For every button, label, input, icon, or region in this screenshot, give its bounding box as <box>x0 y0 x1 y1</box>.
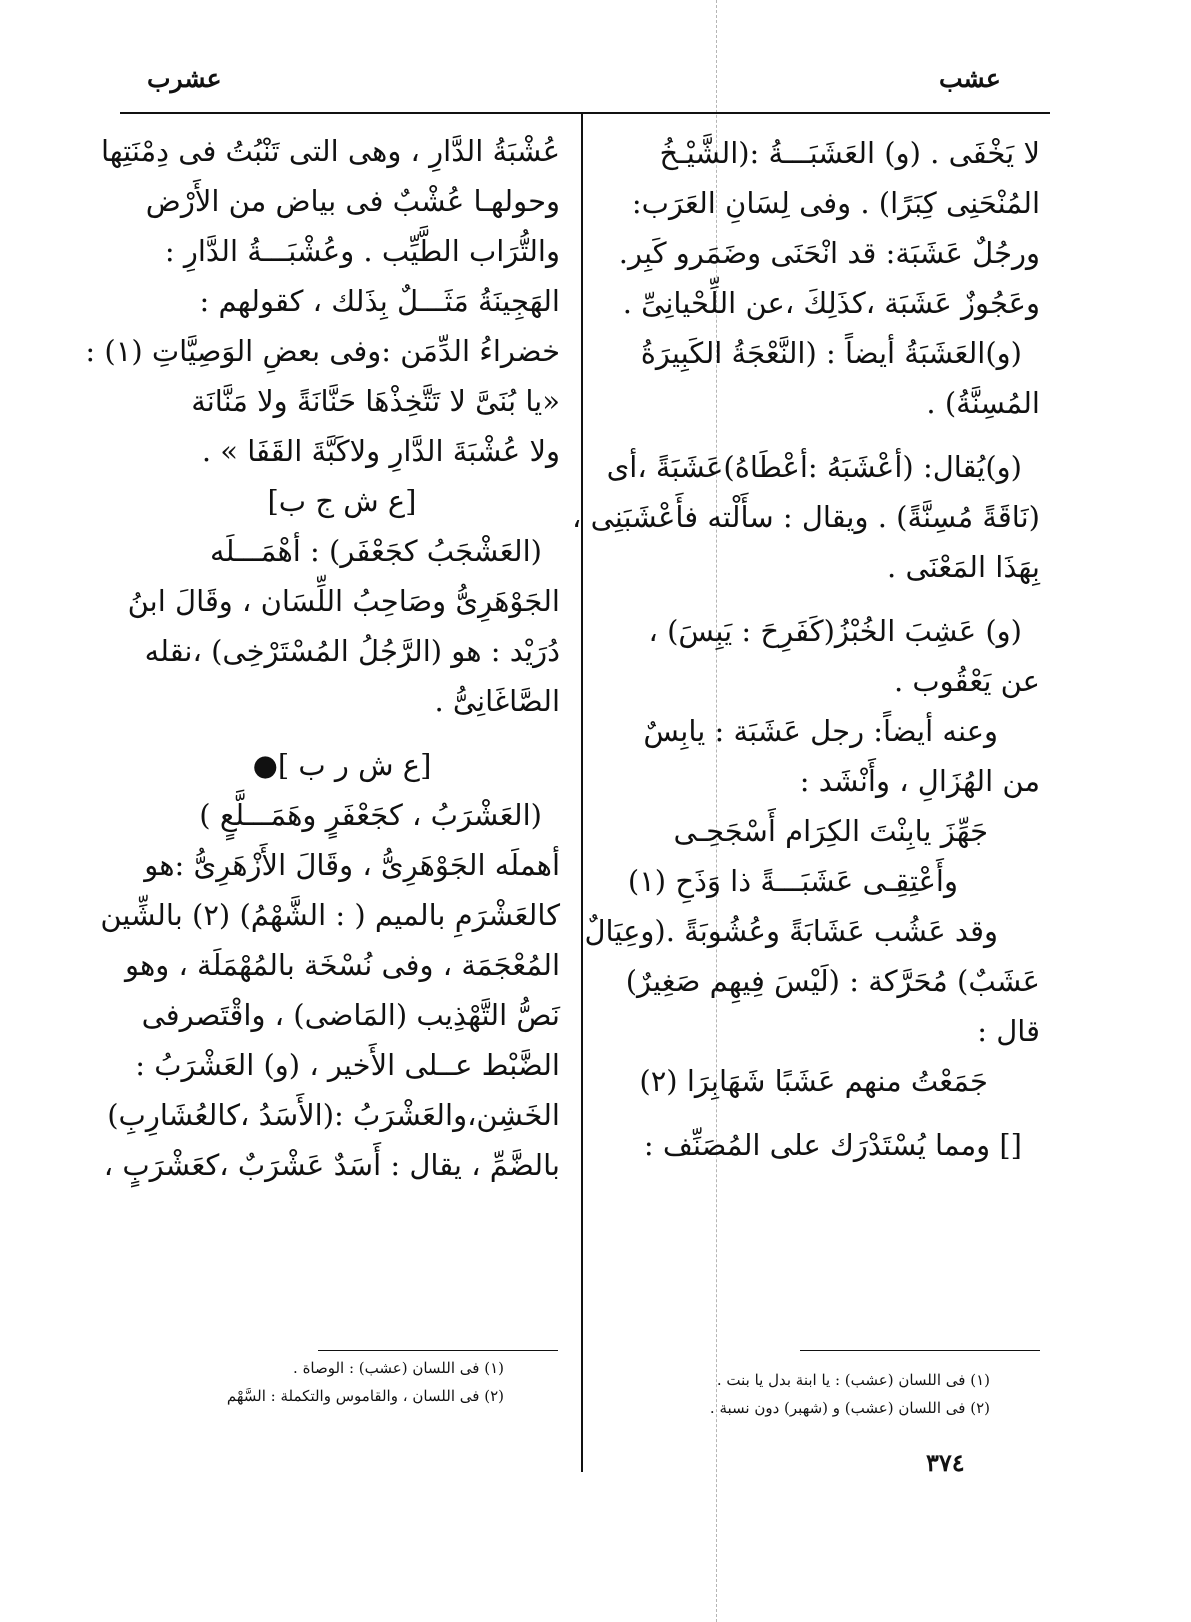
text-line: (و)يُقال: (أعْشَبَهُ :أعْطَاهُ)عَشَبَةً ،أى <box>606 450 1022 484</box>
text-line: أهملَه الجَوْهَرِىُّ ، وقَالَ الأَزْهَرِىُّ :هو <box>144 848 560 882</box>
text-line: [] ومما يُسْتَدْرَك على المُصَنِّف : <box>643 1128 1022 1162</box>
text-line: وحولهـا عُشْبٌ فى بياض من الأَرْض <box>145 184 560 218</box>
text-line: (العَشْجَبُ كجَعْفَر) : أهْمَـــلَه <box>210 534 542 568</box>
header-rule <box>120 112 1050 114</box>
footnotes-left <box>124 1354 504 1410</box>
text-line: بِهَذَا المَعْنَى . <box>887 550 1040 584</box>
text-line: وعنه أيضاً: رجل عَشَبَة : يابِسٌ <box>643 714 998 748</box>
text-line: نَصُّ التَّهْذِيب (المَاضى) ، واقْتَصرفى <box>141 998 560 1032</box>
text-line: بالضَّمِّ ، يقال : أَسَدٌ عَشْرَبٌ ،كعَشْرَبٍ ، <box>103 1148 560 1182</box>
footnote: (١) فى اللسان (عشب) : يا ابنة بدل يا بنت . <box>716 1371 990 1389</box>
left-column <box>85 126 560 1190</box>
text-line: ولا عُشْبَةَ الدَّارِ ولاكَبَّةَ القَفَا » . <box>201 434 560 468</box>
text-line: الضَّبْط عــلى الأَخير ، (و) العَشْرَبُ : <box>135 1048 560 1082</box>
header-right-word: عشب <box>939 64 1001 93</box>
text-line: عَشَبٌ) مُحَرَّكة : (لَيْسَ فِيهِم صَغِيرٌ) <box>625 964 1040 998</box>
footnote: (٢) فى اللسان ، والقاموس والتكملة : السَّهْم <box>226 1387 504 1405</box>
text-line: قال : <box>977 1014 1040 1048</box>
column-divider <box>581 114 583 1472</box>
text-line: ورجُلٌ عَشَبَة: قد انْحَنَى وضَمَرو كَبِر. <box>618 236 1040 270</box>
text-line: (نَاقَةً مُسِنَّةً) . ويقال : سأَلْته فأَعْشَبَنِى ، <box>572 500 1040 534</box>
verse-line: جَمَعْتُ منهم عَشَبًا شَهَابِرَا (٢) <box>639 1064 988 1098</box>
text-line: الهَجِينَةُ مَثَـــلٌ بِذَلك ، كقولهم : <box>199 284 560 318</box>
text-line: (و)العَشَبَةُ أيضاً : (النَّعْجَةُ الكَبِيرَةُ <box>640 336 1022 370</box>
footnote-rule-right <box>800 1350 1040 1351</box>
text-line: عن يَعْقُوب . <box>893 664 1040 698</box>
text-line: المُعْجَمَة ، وفى نُسْخَة بالمُهْمَلَة ، وهو <box>124 948 560 982</box>
footnote: (١) فى اللسان (عشب) : الوصاة . <box>293 1359 504 1377</box>
right-column <box>572 128 1040 1170</box>
text-line: (العَشْرَبُ ، كجَعْفَرٍ وهَمَـــلَّعٍ ) <box>199 798 542 832</box>
text-line: عُشْبَةُ الدَّارِ ، وهى التى تَنْبُتُ فى دِمْنَتِها <box>100 134 560 168</box>
footnote: (٢) فى اللسان (عشب) و (شهبر) دون نسبة . <box>709 1399 990 1417</box>
page-number: ٣٧٤ <box>926 1448 965 1477</box>
entry-heading: [ع ش ر ب ]● <box>252 748 432 782</box>
verse-line: جَهِّزَ يابِنْتَ الكِرَام أَسْجَحِـى <box>673 814 988 848</box>
entry-heading: [ع ش ج ب] <box>267 484 417 518</box>
footnotes-right <box>600 1366 990 1422</box>
text-line: وعَجُوزٌ عَشَبَة ،كذَلِكَ ،عن اللِّحْيانِىِّ . <box>622 286 1040 320</box>
text-line: الجَوْهَرِىُّ وصَاحِبُ اللِّسَان ، وقَالَ ابنُ <box>127 584 560 618</box>
text-line: (و) عَشِبَ الخُبْزُ(كَفَرِحَ : يَبِسَ) ، <box>648 614 1022 648</box>
text-line: لا يَخْفَى . (و) العَشَبَـــةُ :(الشَّيْـخُ <box>659 136 1040 170</box>
text-line: من الهُزَالِ ، وأَنْشَد : <box>799 764 1040 798</box>
text-line: كالعَشْرَمِ بالميم ( : الشَّهْمُ) (٢) بالشِّين <box>100 898 560 932</box>
text-line: وقد عَشُب عَشَابَةً وعُشُوبَةً .(وعِيَالٌ <box>584 914 998 948</box>
footnote-rule-left <box>318 1350 558 1351</box>
text-line: المُسِنَّةُ) . <box>926 386 1040 420</box>
text-line: خضراءُ الدِّمَن :وفى بعضِ الوَصِيَّاتِ (١) : <box>85 334 560 368</box>
text-line: دُرَيْد : هو (الرَّجُلُ المُسْتَرْخِى) ،نقله <box>144 634 560 668</box>
text-line: الصَّاغَانِىُّ . <box>434 684 560 718</box>
text-line: المُنْحَنِى كِبَرًا) . وفى لِسَانِ العَرَب: <box>631 186 1040 220</box>
text-line: الخَشِن،والعَشْرَبُ :(الأَسَدُ ،كالعُشَارِبِ) <box>107 1098 560 1132</box>
header-left-word: عشرب <box>147 64 222 93</box>
text-line: «يا بُنَىَّ لا تَتَّخِذْهَا حَنَّانَةً ولا مَنَّانَة <box>191 384 560 418</box>
text-line: والتُّرَاب الطَّيِّب . وعُشْبَـــةُ الدَّارِ : <box>164 234 560 268</box>
verse-line: وأَعْتِقِـى عَشَبَـــةً ذا وَذَحِ (١) <box>627 864 958 898</box>
